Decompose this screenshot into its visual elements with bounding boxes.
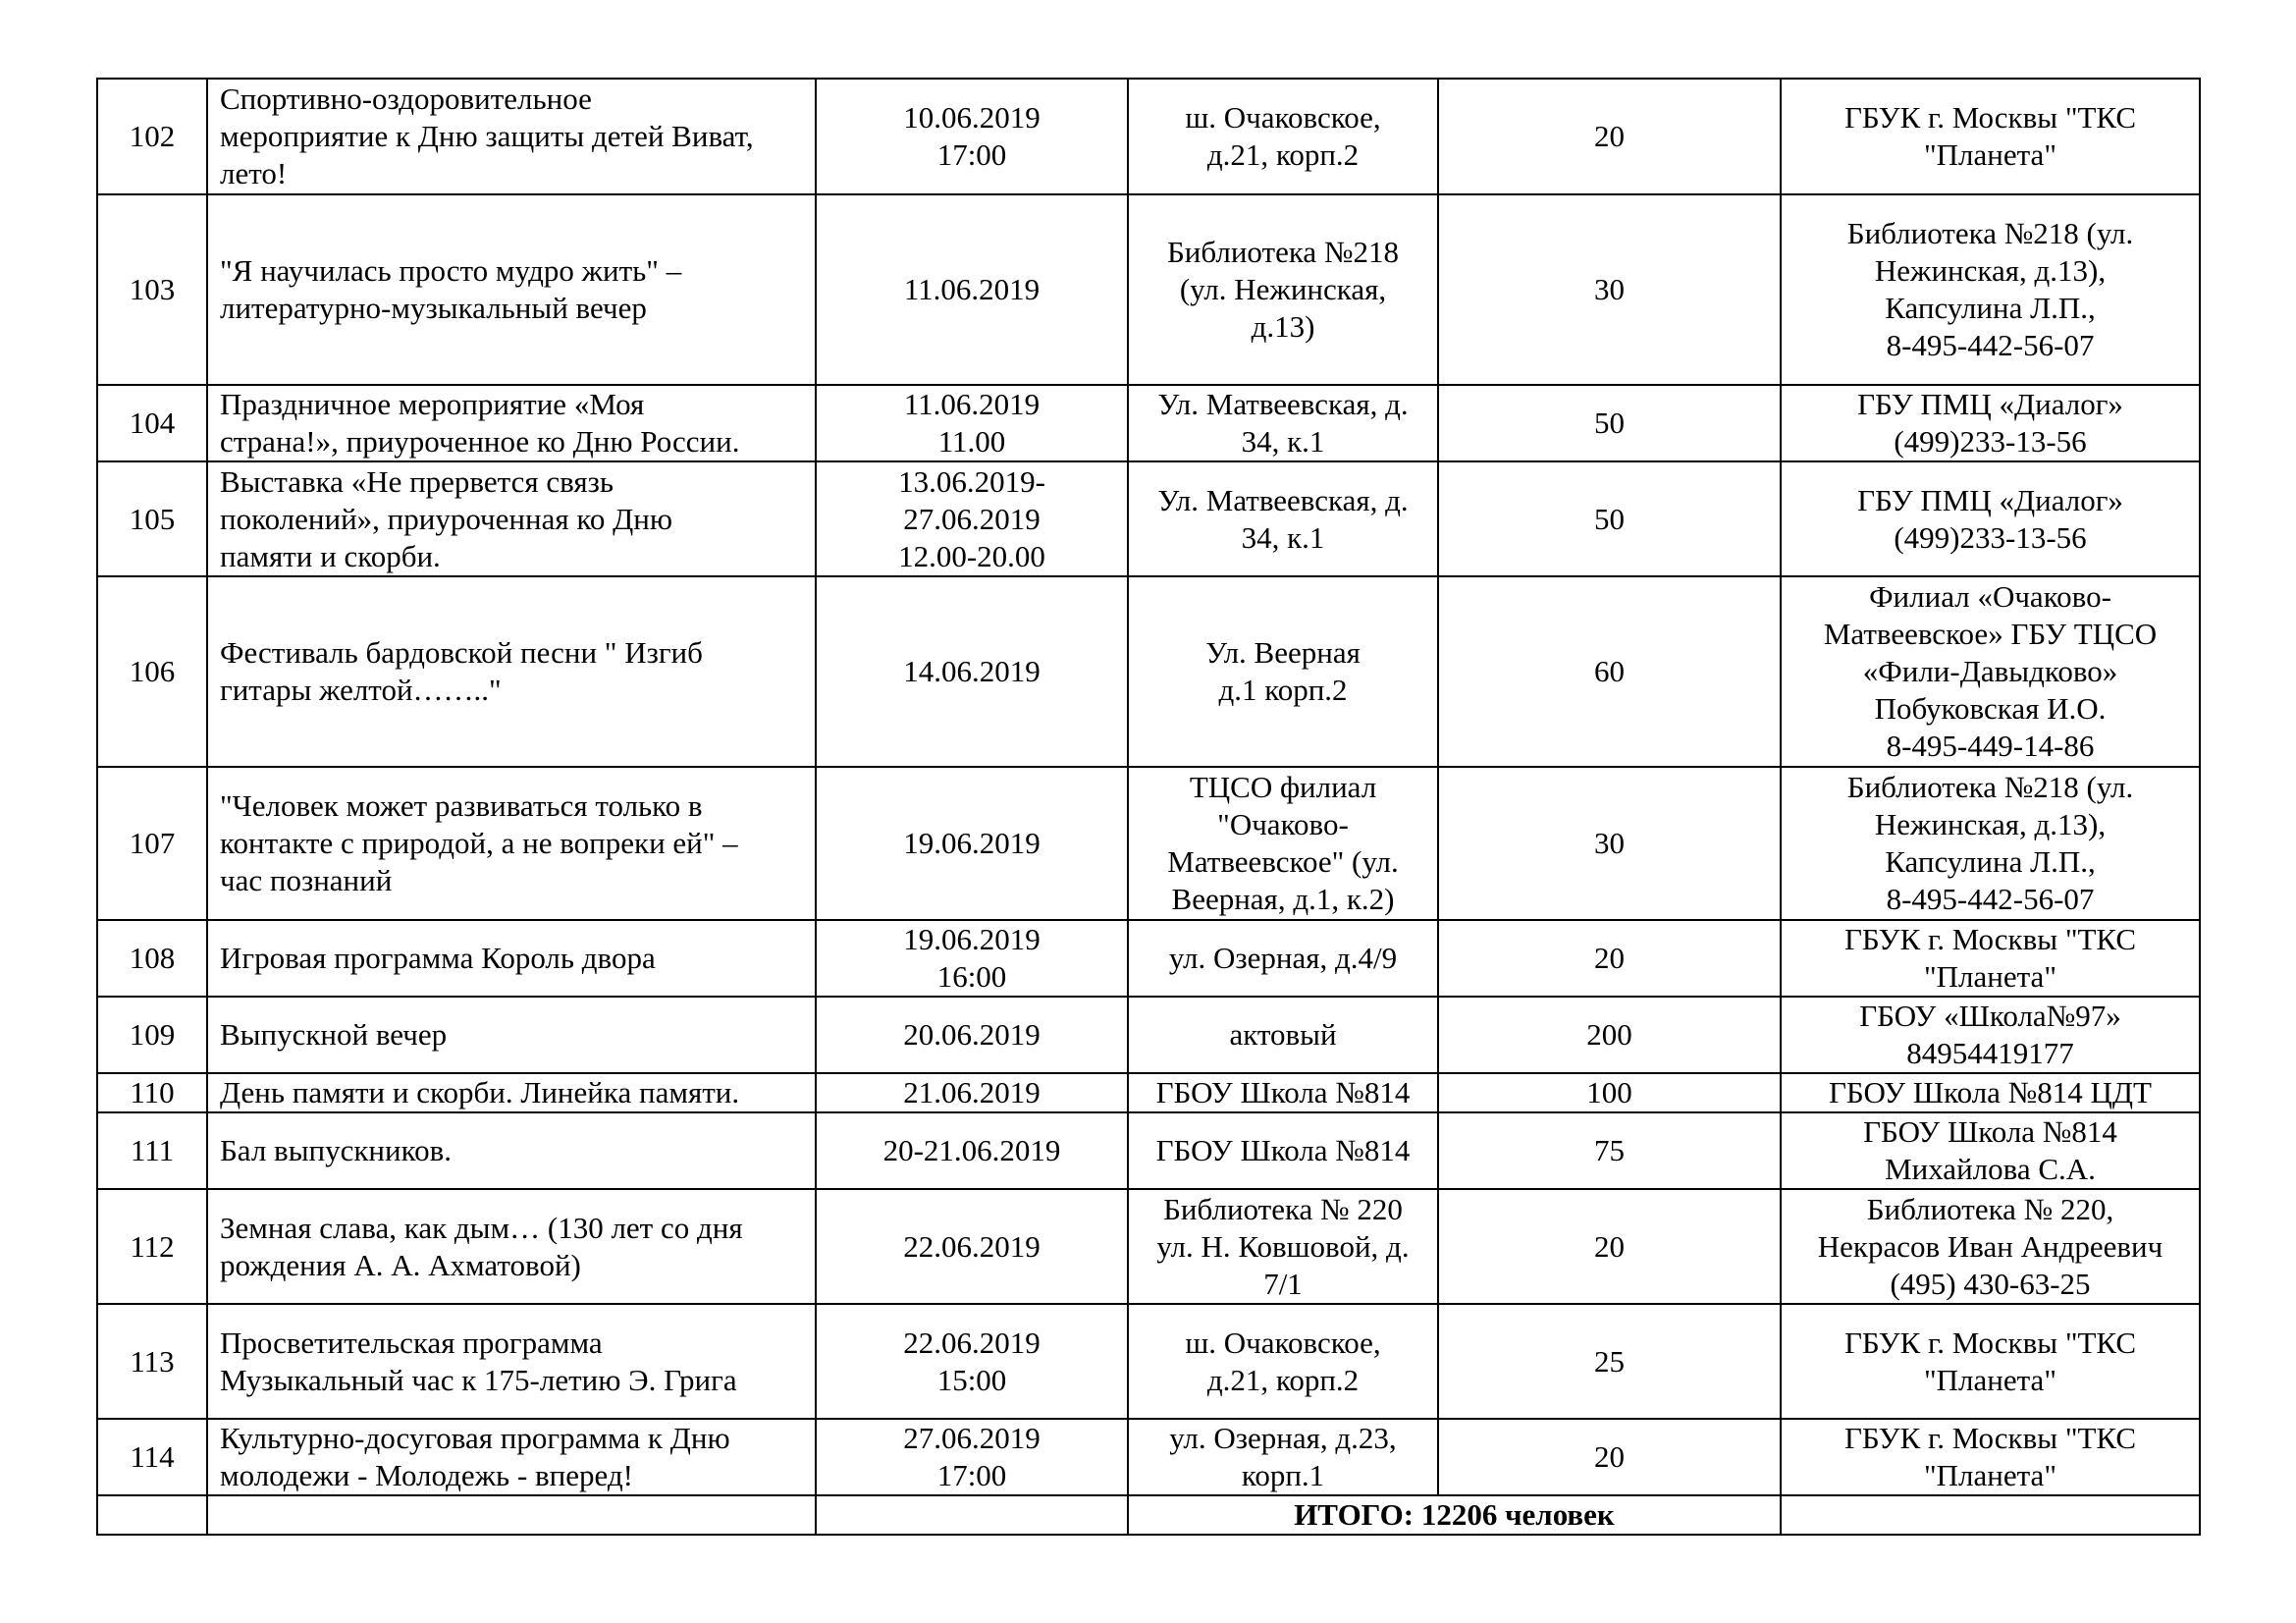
event-place-line: ул. Озерная, д.4/9 [1168, 941, 1398, 975]
event-date-line: 17:00 [936, 137, 1007, 172]
organizer-line: Капсулина Л.П., [1885, 844, 2096, 879]
row-number-cell: 102 [97, 79, 207, 194]
organizer-line: Матвеевское» ГБУ ТЦСО [1823, 617, 2158, 651]
table-row [97, 767, 2200, 920]
event-date-line: 12.00-20.00 [898, 538, 1045, 573]
organizer-line: "Планета" [1924, 137, 2056, 172]
event-place-cell [1128, 920, 1438, 997]
organizer-line: "Планета" [1924, 959, 2056, 994]
organizer-line: Нежинская, д.13), [1874, 807, 2107, 841]
organizer-line: (499)233-13-56 [1894, 424, 2087, 459]
row-number-cell: 112 [97, 1189, 207, 1304]
participant-count-cell: 25 [1438, 1304, 1781, 1419]
event-name-line: Фестиваль бардовской песни " Изгиб [220, 635, 703, 670]
row-number-cell: 113 [97, 1304, 207, 1419]
event-date-line: 11.06.2019 [903, 387, 1041, 421]
table-row [97, 997, 2200, 1073]
organizer-cell [1781, 767, 2200, 920]
participant-count-cell: 30 [1438, 194, 1781, 385]
event-date-cell [816, 1112, 1128, 1189]
event-date-line: 10.06.2019 [903, 100, 1041, 135]
organizer-line: Капсулина Л.П., [1885, 291, 2096, 325]
event-place-line: 7/1 [1263, 1266, 1303, 1301]
organizer-line: ГБУК г. Москвы "ТКС [1844, 1421, 2136, 1455]
event-name-line: контакте с природой, а не вопреки ей" – [220, 826, 738, 860]
organizer-cell [1781, 920, 2200, 997]
event-date-line: 27.06.2019 [903, 501, 1041, 536]
event-place-cell [1128, 1419, 1438, 1495]
event-date-cell [816, 1073, 1128, 1112]
organizer-line: ГБУК г. Москвы "ТКС [1844, 100, 2136, 135]
organizer-cell [1781, 461, 2200, 576]
total-empty-cell [816, 1495, 1128, 1535]
event-date-line: 15:00 [936, 1362, 1007, 1397]
row-number-cell: 104 [97, 385, 207, 461]
organizer-cell [1781, 576, 2200, 767]
event-place-cell [1128, 79, 1438, 194]
table-row [97, 1073, 2200, 1112]
event-date-line: 19.06.2019 [903, 922, 1041, 956]
organizer-line: ГБОУ Школа №814 ЦДТ [1829, 1075, 2152, 1109]
event-place-cell [1128, 194, 1438, 385]
event-name-cell [207, 576, 816, 767]
event-name-line: час познаний [220, 863, 393, 897]
table-row [97, 1419, 2200, 1495]
event-name-cell [207, 385, 816, 461]
organizer-cell [1781, 194, 2200, 385]
table-row [97, 1189, 2200, 1304]
event-date-cell [816, 385, 1128, 461]
organizer-line: 84954419177 [1906, 1036, 2074, 1070]
organizer-line: (495) 430-63-25 [1890, 1266, 2091, 1301]
participant-count-cell: 200 [1438, 997, 1781, 1073]
row-number-cell: 109 [97, 997, 207, 1073]
event-name-line: лето! [220, 156, 288, 190]
event-name-line: рождения А. А. Ахматовой) [220, 1247, 581, 1282]
organizer-line: "Планета" [1924, 1458, 2056, 1492]
organizer-line: Библиотека №218 (ул. [1846, 770, 2134, 804]
row-number-cell: 105 [97, 461, 207, 576]
event-name-line: страна!», приуроченное ко Дню России. [220, 424, 740, 459]
event-name-line: гитары желтой…….." [220, 673, 502, 707]
event-place-line: Ул. Веерная [1205, 635, 1361, 670]
event-name-line: День памяти и скорби. Линейка памяти. [220, 1075, 740, 1109]
event-date-line: 27.06.2019 [903, 1421, 1041, 1455]
event-date-cell [816, 1189, 1128, 1304]
participant-count-cell: 100 [1438, 1073, 1781, 1112]
event-place-cell [1128, 1112, 1438, 1189]
event-place-line: корп.1 [1241, 1458, 1325, 1492]
event-place-line: 34, к.1 [1241, 424, 1325, 459]
events-table-body [97, 79, 2200, 1495]
event-place-cell [1128, 576, 1438, 767]
event-name-cell [207, 1073, 816, 1112]
event-date-line: 14.06.2019 [903, 654, 1041, 688]
row-number-cell: 108 [97, 920, 207, 997]
total-row [97, 1495, 2200, 1535]
organizer-line: Филиал «Очаково- [1869, 579, 2111, 614]
event-name-cell [207, 1419, 816, 1495]
table-row [97, 1112, 2200, 1189]
event-place-line: д.21, корп.2 [1206, 1362, 1360, 1397]
event-place-cell [1128, 385, 1438, 461]
event-date-cell [816, 767, 1128, 920]
participant-count-cell: 20 [1438, 1189, 1781, 1304]
row-number-cell: 103 [97, 194, 207, 385]
event-date-cell [816, 1304, 1128, 1419]
total-empty-cell [207, 1495, 816, 1535]
event-name-cell [207, 461, 816, 576]
total-empty-cell [97, 1495, 207, 1535]
event-place-line: д.1 корп.2 [1218, 673, 1348, 707]
organizer-cell [1781, 385, 2200, 461]
organizer-cell [1781, 1419, 2200, 1495]
participant-count-cell: 50 [1438, 385, 1781, 461]
event-place-cell [1128, 997, 1438, 1073]
event-place-line: ул. Озерная, д.23, [1169, 1421, 1397, 1455]
event-place-line: ТЦСО филиал [1189, 770, 1377, 804]
event-name-cell [207, 1189, 816, 1304]
event-name-line: Музыкальный час к 175-летию Э. Грига [220, 1362, 737, 1397]
event-date-cell [816, 920, 1128, 997]
organizer-cell [1781, 1112, 2200, 1189]
event-date-line: 22.06.2019 [903, 1325, 1041, 1360]
row-number-cell: 106 [97, 576, 207, 767]
table-row [97, 461, 2200, 576]
organizer-line: Побуковская И.О. [1874, 691, 2107, 726]
organizer-line: «Фили-Давыдково» [1862, 654, 2118, 688]
event-name-line: поколений», приуроченная ко Дню [220, 501, 672, 536]
event-name-line: Бал выпускников. [220, 1133, 452, 1167]
event-place-cell [1128, 1304, 1438, 1419]
organizer-cell [1781, 1189, 2200, 1304]
total-label: ИТОГО: 12206 человек [1128, 1495, 1781, 1535]
event-name-line: молодежи - Молодежь - вперед! [220, 1458, 633, 1492]
organizer-line: Некрасов Иван Андреевич [1817, 1228, 2163, 1264]
events-table [96, 78, 2201, 1536]
event-name-cell [207, 79, 816, 194]
organizer-line: ГБУ ПМЦ «Диалог» [1857, 387, 2123, 421]
organizer-line: 8-495-449-14-86 [1886, 729, 2095, 763]
total-empty-cell [1781, 1495, 2200, 1535]
event-place-line: "Очаково- [1217, 807, 1349, 841]
event-place-line: Библиотека №218 [1166, 235, 1400, 269]
event-name-line: Просветительская программа [220, 1325, 603, 1360]
organizer-line: 8-495-442-56-07 [1886, 328, 2095, 362]
participant-count-cell: 20 [1438, 79, 1781, 194]
organizer-line: (499)233-13-56 [1894, 519, 2087, 555]
event-name-line: Земная слава, как дым… (130 лет со дня [220, 1210, 743, 1245]
event-name-line: Выпускной вечер [220, 1017, 448, 1052]
event-date-line: 11.06.2019 [903, 272, 1041, 306]
event-date-cell [816, 997, 1128, 1073]
table-row [97, 576, 2200, 767]
participant-count-cell: 20 [1438, 1419, 1781, 1495]
event-date-line: 16:00 [936, 959, 1007, 994]
event-place-cell [1128, 1189, 1438, 1304]
participant-count-cell: 75 [1438, 1112, 1781, 1189]
event-name-line: Игровая программа Король двора [220, 941, 656, 975]
event-place-line: Ул. Матвеевская, д. [1157, 387, 1409, 421]
event-date-cell [816, 1419, 1128, 1495]
organizer-line: 8-495-442-56-07 [1886, 882, 2095, 916]
participant-count-cell: 50 [1438, 461, 1781, 576]
event-name-line: Спортивно-оздоровительное [220, 81, 592, 116]
event-date-cell [816, 576, 1128, 767]
event-date-line: 22.06.2019 [903, 1228, 1041, 1264]
event-place-line: Ул. Матвеевская, д. [1157, 482, 1409, 517]
event-name-line: Культурно-досуговая программа к Дню [220, 1421, 730, 1455]
event-date-cell [816, 194, 1128, 385]
event-place-line: 34, к.1 [1241, 519, 1325, 555]
organizer-line: ГБУК г. Москвы "ТКС [1844, 1325, 2136, 1360]
table-row [97, 79, 2200, 194]
event-name-cell [207, 997, 816, 1073]
event-place-line: Матвеевское" (ул. [1167, 844, 1399, 879]
organizer-line: Михайлова С.А. [1885, 1152, 2096, 1186]
event-name-line: литературно-музыкальный вечер [220, 291, 647, 325]
participant-count-cell: 20 [1438, 920, 1781, 997]
event-place-line: ул. Н. Ковшовой, д. [1156, 1228, 1410, 1264]
event-date-line: 17:00 [936, 1458, 1007, 1492]
event-name-cell [207, 1304, 816, 1419]
event-place-line: ГБОУ Школа №814 [1155, 1133, 1411, 1167]
event-date-line: 20-21.06.2019 [882, 1133, 1061, 1167]
event-date-cell [816, 461, 1128, 576]
table-row [97, 920, 2200, 997]
event-name-line: "Человек может развиваться только в [220, 788, 703, 823]
event-place-line: д.21, корп.2 [1206, 137, 1360, 172]
table-row [97, 194, 2200, 385]
event-date-line: 19.06.2019 [903, 826, 1041, 860]
participant-count-cell: 60 [1438, 576, 1781, 767]
event-date-line: 11.00 [937, 424, 1006, 459]
event-date-line: 21.06.2019 [903, 1075, 1041, 1109]
event-place-cell [1128, 1073, 1438, 1112]
event-place-line: д.13) [1251, 309, 1315, 344]
event-name-line: "Я научилась просто мудро жить" – [220, 253, 682, 288]
row-number-cell: 114 [97, 1419, 207, 1495]
event-date-line: 13.06.2019- [898, 463, 1045, 499]
organizer-line: ГБУ ПМЦ «Диалог» [1857, 482, 2123, 517]
event-name-cell [207, 767, 816, 920]
organizer-cell [1781, 1073, 2200, 1112]
organizer-line: ГБУК г. Москвы "ТКС [1844, 922, 2136, 956]
organizer-line: ГБОУ «Школа№97» [1859, 999, 2121, 1033]
event-place-cell [1128, 767, 1438, 920]
event-place-line: Библиотека № 220 [1163, 1191, 1403, 1226]
event-name-line: памяти и скорби. [220, 538, 441, 573]
organizer-line: Библиотека №218 (ул. [1846, 216, 2134, 250]
row-number-cell: 107 [97, 767, 207, 920]
event-name-line: Праздничное мероприятие «Моя [220, 387, 645, 421]
event-name-line: мероприятие к Дню защиты детей Виват, [220, 119, 754, 153]
organizer-line: Нежинская, д.13), [1874, 253, 2107, 288]
organizer-line: Библиотека № 220, [1866, 1191, 2114, 1226]
table-row [97, 1304, 2200, 1419]
event-place-line: ГБОУ Школа №814 [1155, 1075, 1411, 1109]
event-place-line: Веерная, д.1, к.2) [1171, 882, 1395, 916]
event-place-cell [1128, 461, 1438, 576]
event-name-cell [207, 194, 816, 385]
organizer-cell [1781, 79, 2200, 194]
event-place-line: (ул. Нежинская, [1179, 272, 1387, 306]
event-date-line: 20.06.2019 [903, 1017, 1041, 1052]
event-name-line: Выставка «Не прервется связь [220, 463, 614, 499]
row-number-cell: 110 [97, 1073, 207, 1112]
event-date-cell [816, 79, 1128, 194]
organizer-cell [1781, 997, 2200, 1073]
organizer-cell [1781, 1304, 2200, 1419]
organizer-line: ГБОУ Школа №814 [1863, 1114, 2117, 1149]
event-name-cell [207, 920, 816, 997]
event-place-line: актовый [1229, 1017, 1337, 1052]
participant-count-cell: 30 [1438, 767, 1781, 920]
organizer-line: "Планета" [1924, 1362, 2056, 1397]
event-name-cell [207, 1112, 816, 1189]
event-place-line: ш. Очаковское, [1185, 100, 1381, 135]
event-place-line: ш. Очаковское, [1185, 1325, 1381, 1360]
table-row [97, 385, 2200, 461]
row-number-cell: 111 [97, 1112, 207, 1189]
